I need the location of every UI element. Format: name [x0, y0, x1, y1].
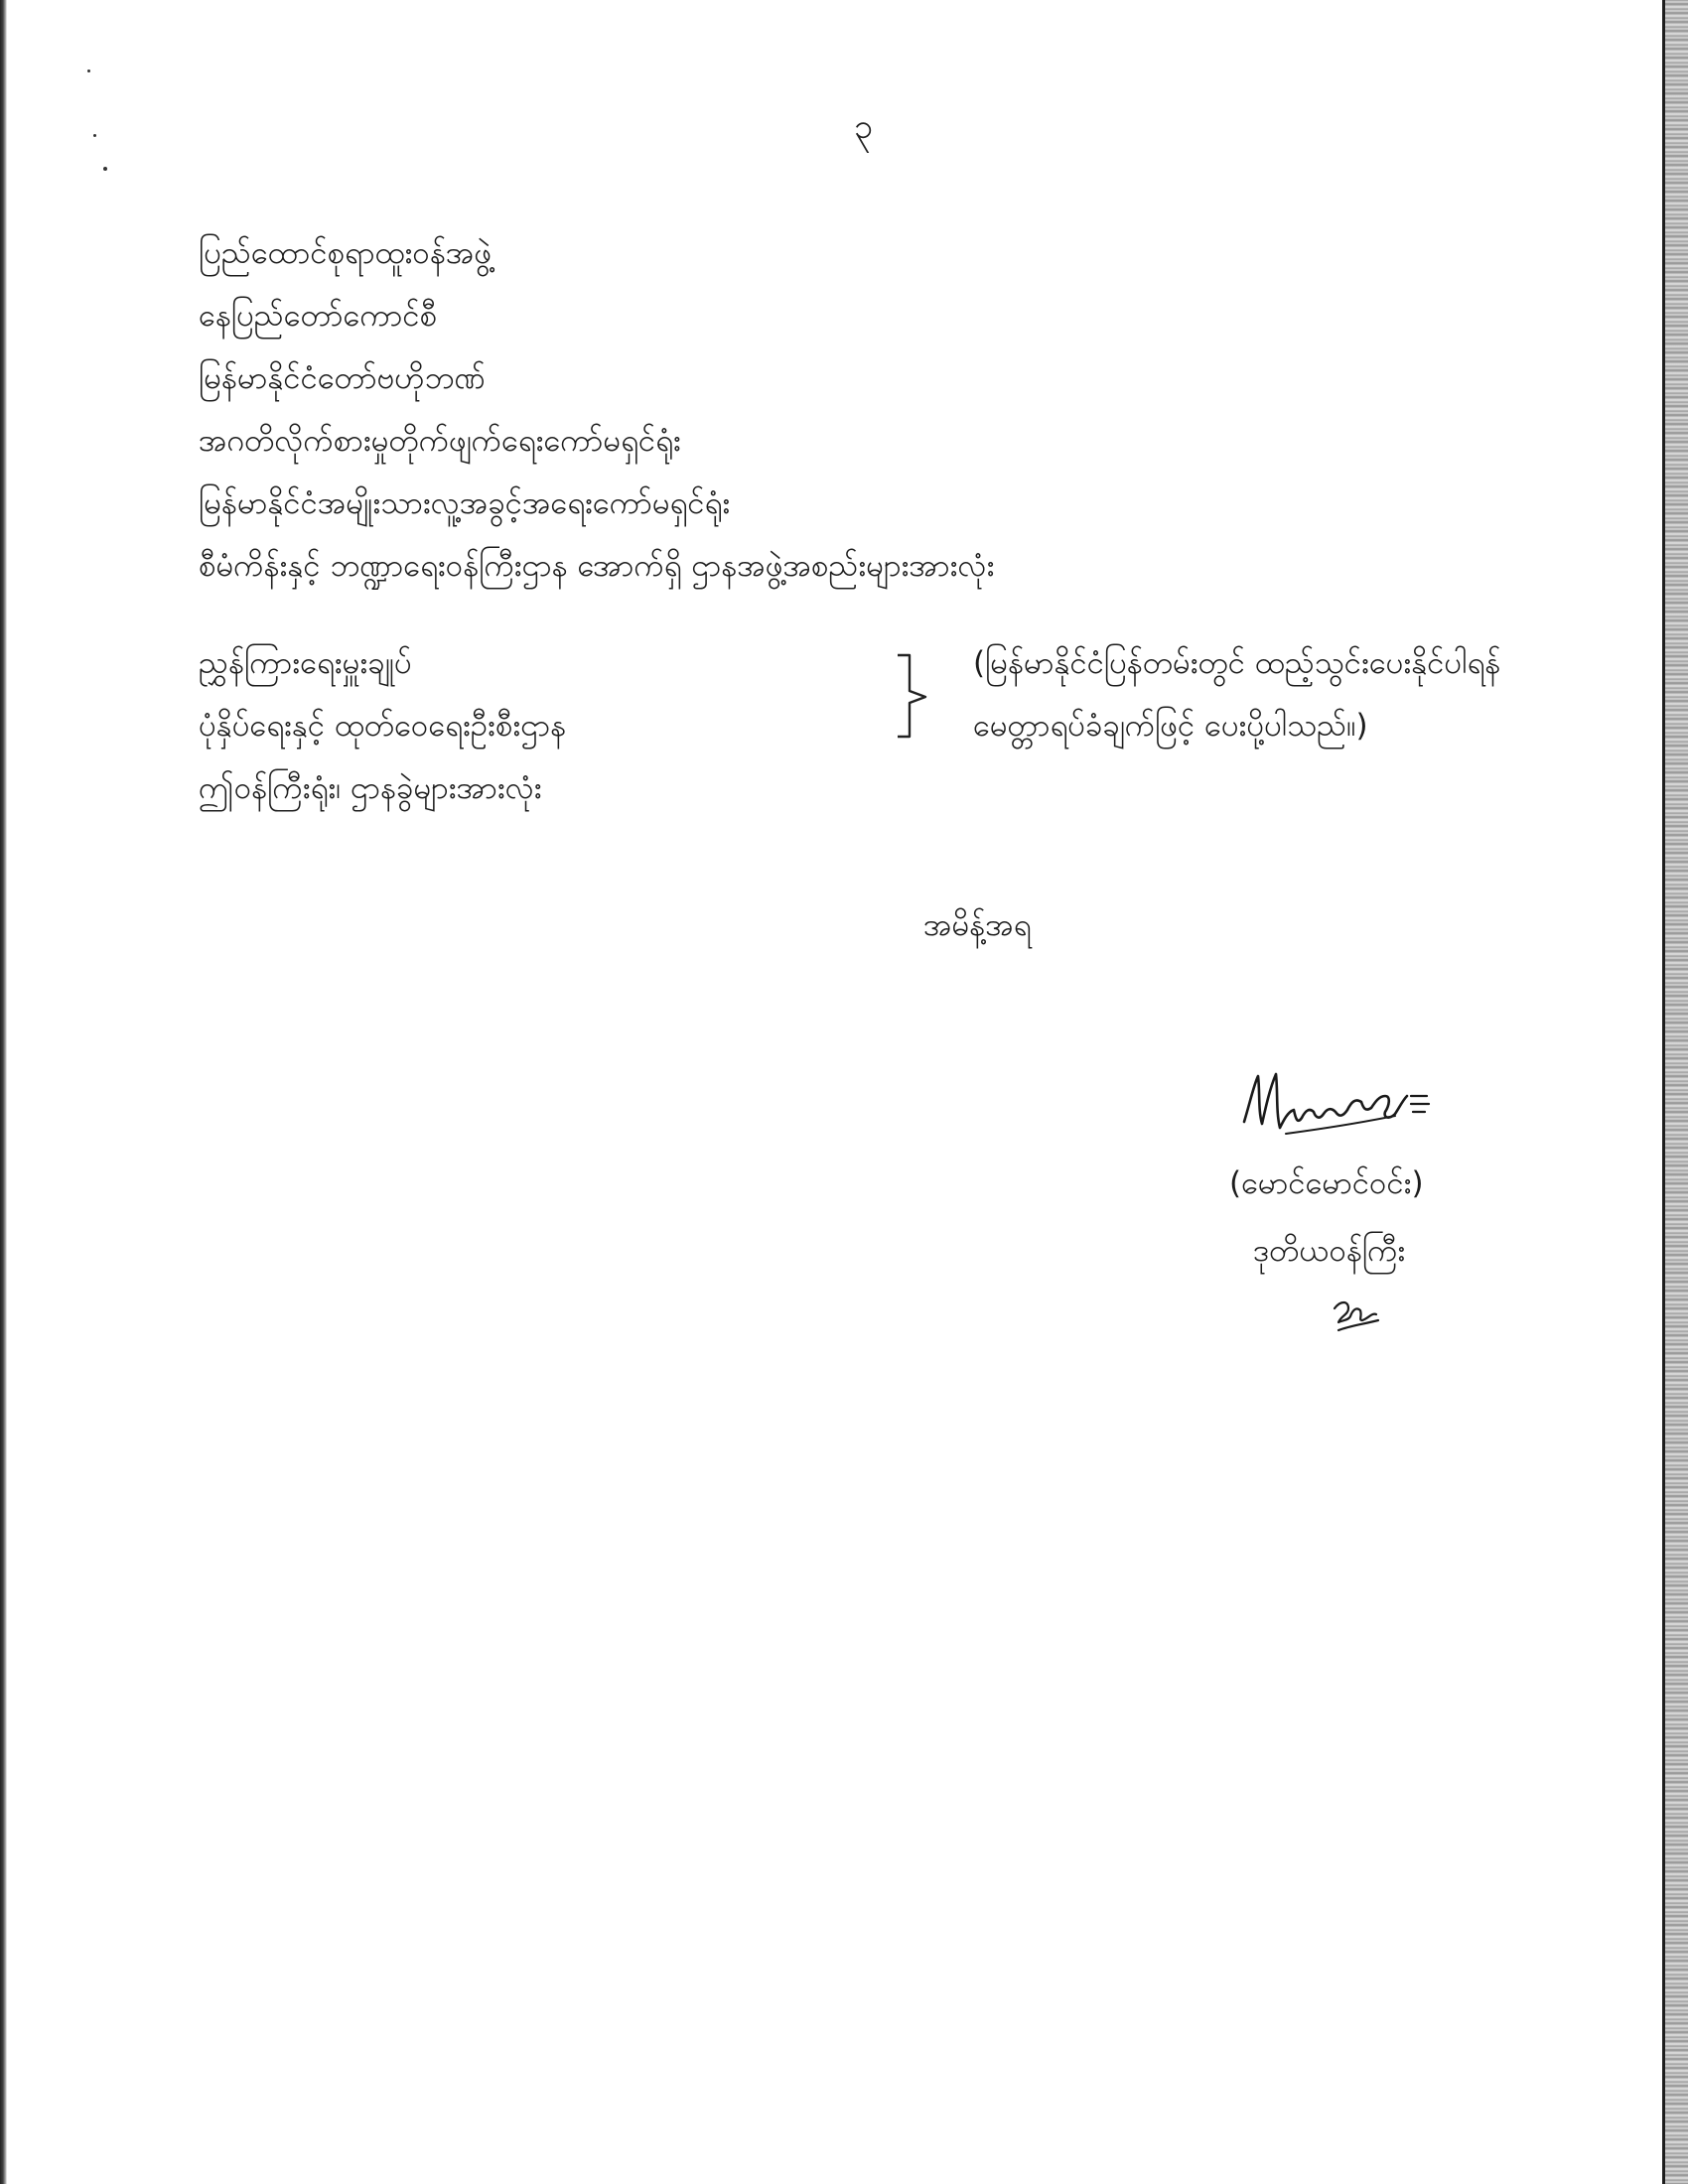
recipient-line-ministry: ဤဝန်ကြီးရုံး၊ ဌာနခွဲများအားလုံး [199, 770, 542, 806]
address-line: မြန်မာနိုင်ငံတော်ဗဟိုဘဏ် [199, 360, 486, 396]
recipient-line: ပုံနှိပ်ရေးနှင့် ထုတ်ဝေရေးဦးစီးဌာန [199, 708, 567, 744]
recipient-line: ညွှန်ကြားရေးမှူးချုပ် [199, 645, 412, 681]
signer-name: (မောင်မောင်ဝင်း) [1229, 1165, 1424, 1201]
address-line: စီမံကိန်းနှင့် ဘဏ္ဍာရေးဝန်ကြီးဌာန အောက်ရှိ ဌာနအဖွဲ့အစည်းများအားလုံး [199, 548, 995, 584]
recipient-list [199, 643, 715, 768]
scan-speck [103, 167, 107, 171]
address-line: နေပြည်တော်ကောင်စီ [199, 298, 438, 334]
scan-speck [93, 134, 96, 137]
note-line: မေတ္တာရပ်ခံချက်ဖြင့် ပေးပို့ပါသည်။) [973, 708, 1368, 744]
closing-phrase: အမိန့်အရ [923, 907, 1032, 943]
address-list [199, 233, 1489, 609]
signature-image [1236, 1062, 1455, 1152]
right-brace-icon [894, 651, 933, 741]
recipients-group [199, 643, 1501, 772]
initials-mark [1329, 1291, 1388, 1340]
address-line: မြန်မာနိုင်ငံအမျိုးသားလူ့အခွင့်အရေးကော်မရှင်ရုံး [199, 485, 731, 521]
scan-edge-right [1662, 0, 1688, 2184]
page-number: ၃ [854, 107, 874, 147]
signer-title: ဒုတိယဝန်ကြီး [1253, 1233, 1406, 1269]
address-line: ပြည်ထောင်စုရာထူးဝန်အဖွဲ့ [199, 235, 492, 271]
gazette-note [973, 643, 1668, 768]
scan-speck [87, 69, 90, 72]
scan-edge-left [0, 0, 7, 2184]
note-line: (မြန်မာနိုင်ငံပြန်တမ်းတွင် ထည့်သွင်းပေးနိုင်ပါရန် [973, 645, 1501, 681]
address-line: အဂတိလိုက်စားမှုတိုက်ဖျက်ရေးကော်မရှင်ရုံး [199, 423, 681, 459]
